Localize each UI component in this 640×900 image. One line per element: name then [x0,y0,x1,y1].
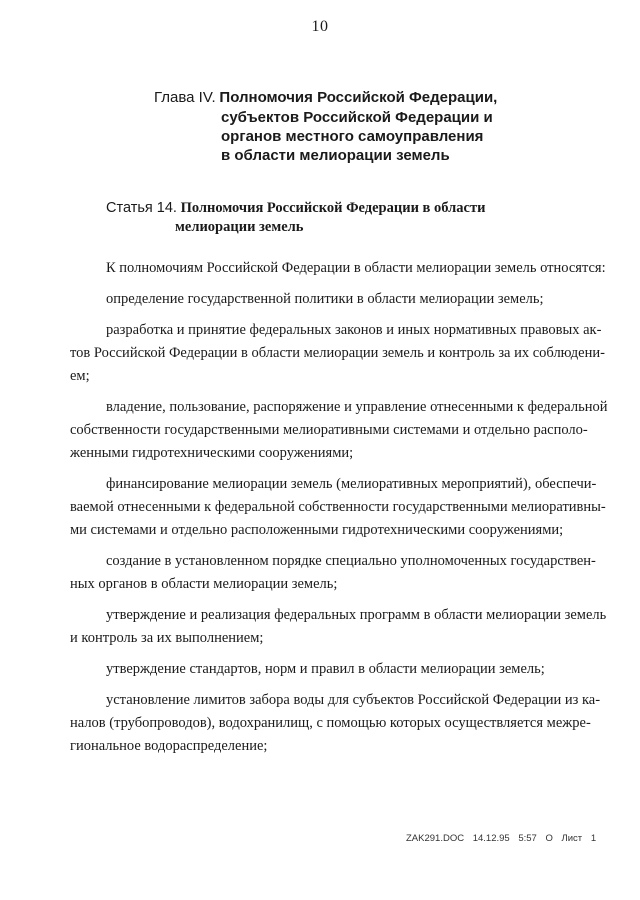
paragraph [70,689,601,758]
paragraph-line: ем; [70,368,90,384]
document-footer [406,833,602,844]
paragraph-line: ми системами и отдельно расположенными гидротехническими сооружениями; [70,522,564,538]
chapter-title-line: субъектов Российской Федерации и [221,109,493,126]
footer-date: 14.12.95 [472,833,510,844]
paragraph-line: К полномочиям Российской Федерации в области мелиорации земель относятся: [106,260,606,276]
footer-time: 5:57 [518,833,537,844]
paragraph [70,658,580,681]
article-label: Статья 14. [106,200,177,216]
article-title-line: Полномочия Российской Федерации в области [180,200,486,216]
chapter-heading-line-1 [154,88,614,108]
paragraph [70,550,596,596]
paragraph-line: создание в установленном порядке специально уполномоченных государствен- [106,553,596,569]
paragraph-line: собственности государственными мелиоративными системами и отдельно располо- [70,422,588,438]
chapter-label: Глава IV. [154,89,216,106]
article-title-line: мелиорации земель [175,219,304,235]
paragraph [70,604,607,650]
footer-file-name: ZAK291.DOC [406,833,465,844]
footer-sheet-value: 1 [590,833,597,844]
paragraph-line: и контроль за их выполнением; [70,630,264,646]
paragraph [70,319,605,388]
paragraph [70,396,608,465]
chapter-title-line: в области мелиорации земель [221,147,450,164]
paragraph-line: утверждение стандартов, норм и правил в области мелиорации земель; [106,661,545,677]
paragraph [70,257,606,280]
paragraph-line: владение, пользование, распоряжение и управление отнесенными к федеральной [106,399,608,415]
chapter-title-line: органов местного самоуправления [221,128,484,145]
footer-mark: О [545,833,553,844]
article-heading-line-1 [106,199,606,218]
paragraph [70,288,580,311]
paragraph-line: финансирование мелиорации земель (мелиоративных мероприятий), обеспечи- [106,476,597,492]
article-heading [106,199,606,237]
chapter-heading [154,88,614,165]
paragraph-line: установление лимитов забора воды для субъектов Российской Федерации из ка- [106,692,601,708]
page-number: 10 [311,18,329,35]
chapter-title-line: Полномочия Российской Федерации, [219,89,498,106]
paragraph-line: ваемой отнесенными к федеральной собственности государственными мелиоративны- [70,499,606,515]
paragraph-line: налов (трубопроводов), водохранилищ, с помощью которых осуществляется межре- [70,715,591,731]
article-body [70,257,608,766]
paragraph-line: гиональное водораспределение; [70,738,268,754]
paragraph-line: утверждение и реализация федеральных программ в области мелиорации земель [106,607,607,623]
paragraph-line: определение государственной политики в области мелиорации земель; [106,291,544,307]
paragraph-line: разработка и принятие федеральных законов и иных нормативных правовых ак- [106,322,602,338]
footer-sheet-label: Лист [561,833,583,844]
paragraph-line: тов Российской Федерации в области мелиорации земель и контроль за их соблюдени- [70,345,605,361]
paragraph-line: ных органов в области мелиорации земель; [70,576,338,592]
paragraph [70,473,606,542]
paragraph-line: женными гидротехническими сооружениями; [70,445,354,461]
